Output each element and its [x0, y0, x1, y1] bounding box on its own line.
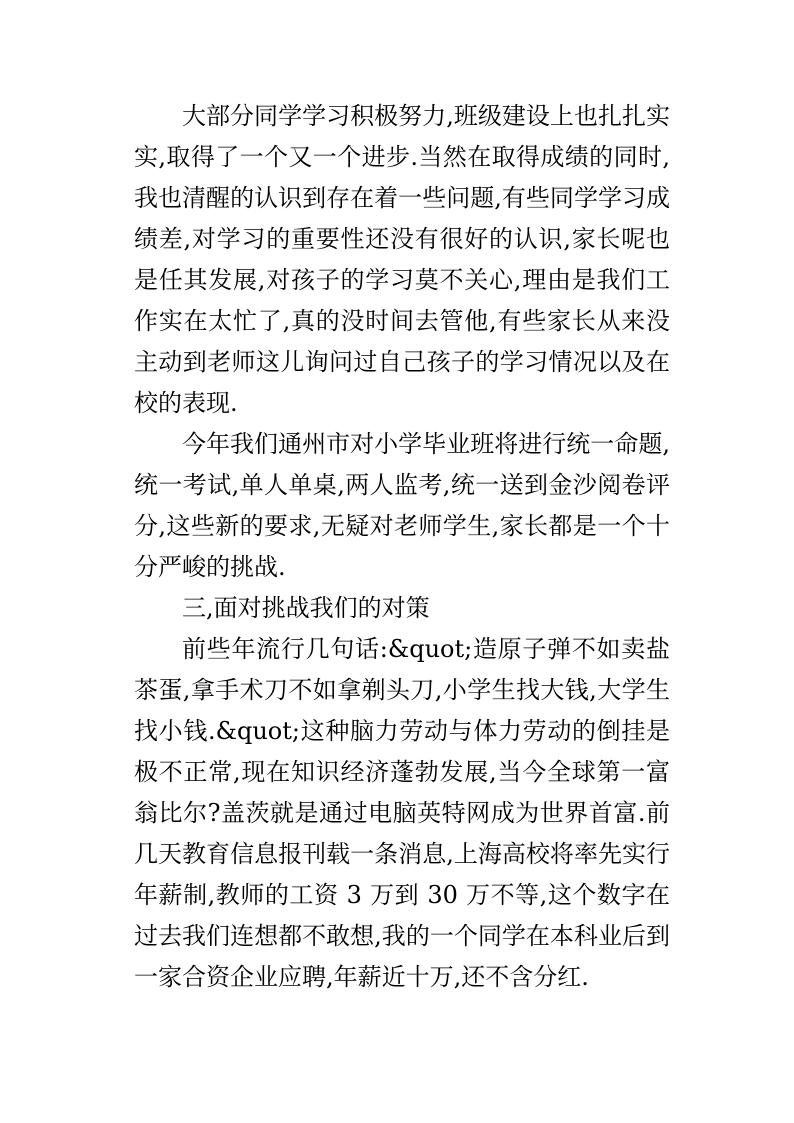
paragraph-class-progress: 大部分同学学习积极努力,班级建设上也扎扎实实,取得了一个又一个进步.当然在取得成绩的同时,我也清醒的认识到存在着一些问题,有些同学学习成绩差,对学习的重要性还没有很好的认识,家长呢也是任其发展,对孩子的学习莫不关心,理由是我们工作实在太忙了,真的没时间去管他,有些家长从来没主动到老师这儿询问过自己孩子的学习情况以及在校的表现.: [134, 102, 670, 417]
paragraph-unified-exam: 今年我们通州市对小学毕业班将进行统一命题,统一考试,单人单桌,两人监考,统一送到金沙阅卷评分,这些新的要求,无疑对老师学生,家长都是一个十分严峻的挑战.: [134, 430, 670, 581]
section-heading-countermeasures: 三,面对挑战我们的对策: [182, 594, 430, 622]
paragraph-knowledge-economy: 前些年流行几句话:&quot;造原子弹不如卖盐茶蛋,拿手术刀不如拿剃头刀,小学生找大钱,大学生找小钱.&quot;这种脑力劳动与体力劳动的倒挂是极不正常,现在知识经济蓬勃发展,当今全球第一富翁比尔?盖茨就是通过电脑英特网成为世界首富.前几天教育信息报刊载一条消息,上海高校将率先实行年薪制,教师的工资 3 万到 30 万不等,这个数字在过去我们连想都不敢想,我的一个同学在本科业后到一家合资企业应聘,年薪近十万,还不含分红.: [134, 635, 670, 991]
document-body: [134, 96, 670, 998]
